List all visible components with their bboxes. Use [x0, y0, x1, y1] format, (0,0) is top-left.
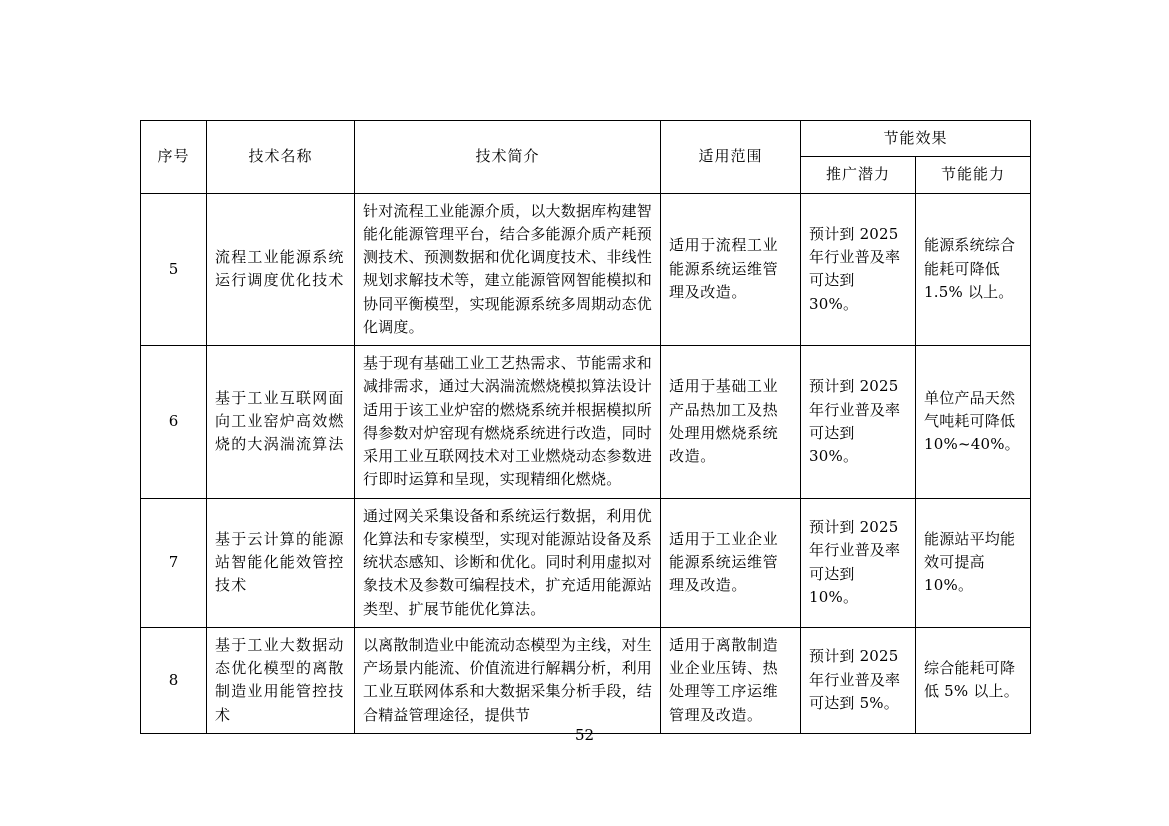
cell-desc: 通过网关采集设备和系统运行数据，利用优化算法和专家模型，实现对能源站设备及系统状态感知、诊断和优化。同时利用虚拟对象技术及参数可编程技术，扩充适用能源站类型、扩展节能优化算法。	[355, 498, 661, 627]
cell-desc: 针对流程工业能源介质，以大数据库构建智能化能源管理平台，结合多能源介质产耗预测技术、预测数据和优化调度技术、非线性规划求解技术等，建立能源管网智能模拟和协同平衡模型，实现能源系统多周期动态优化调度。	[355, 193, 661, 346]
column-header-potential: 推广潜力	[801, 157, 916, 193]
cell-scope: 适用于离散制造业企业压铸、热处理等工序运维管理及改造。	[661, 627, 801, 733]
table-row	[141, 193, 1031, 346]
column-header-scope: 适用范围	[661, 121, 801, 194]
table-header-row-1	[141, 121, 1031, 157]
technology-catalog-table-wrapper	[140, 120, 1030, 734]
cell-name: 基于工业大数据动态优化模型的离散制造业用能管控技术	[207, 627, 355, 733]
column-header-capability: 节能能力	[916, 157, 1031, 193]
cell-capability: 能源站平均能效可提高10%。	[916, 498, 1031, 627]
table-row	[141, 498, 1031, 627]
column-header-desc: 技术简介	[355, 121, 661, 194]
cell-scope: 适用于流程工业能源系统运维管理及改造。	[661, 193, 801, 346]
cell-potential: 预计到 2025 年行业普及率可达到 30%。	[801, 346, 916, 499]
cell-potential: 预计到 2025 年行业普及率可达到 5%。	[801, 627, 916, 733]
cell-name: 基于云计算的能源站智能化能效管控技术	[207, 498, 355, 627]
cell-no: 6	[141, 346, 207, 499]
cell-capability: 能源系统综合能耗可降低 1.5% 以上。	[916, 193, 1031, 346]
table-body	[141, 193, 1031, 733]
cell-scope: 适用于工业企业能源系统运维管理及改造。	[661, 498, 801, 627]
cell-desc: 以离散制造业中能流动态模型为主线，对生产场景内能流、价值流进行解耦分析，利用工业互联网体系和大数据采集分析手段，结合精益管理途径，提供节	[355, 627, 661, 733]
cell-capability: 单位产品天然气吨耗可降低10%~40%。	[916, 346, 1031, 499]
column-header-name: 技术名称	[207, 121, 355, 194]
cell-no: 5	[141, 193, 207, 346]
cell-name: 流程工业能源系统运行调度优化技术	[207, 193, 355, 346]
column-header-effect: 节能效果	[801, 121, 1031, 157]
cell-no: 7	[141, 498, 207, 627]
cell-potential: 预计到 2025 年行业普及率可达到 30%。	[801, 193, 916, 346]
column-header-no: 序号	[141, 121, 207, 194]
page-number: 52	[574, 726, 595, 744]
table-row	[141, 627, 1031, 733]
cell-no: 8	[141, 627, 207, 733]
table-header	[141, 121, 1031, 194]
technology-catalog-table	[140, 120, 1031, 734]
cell-potential: 预计到 2025 年行业普及率可达到 10%。	[801, 498, 916, 627]
cell-capability: 综合能耗可降低 5% 以上。	[916, 627, 1031, 733]
cell-name: 基于工业互联网面向工业窑炉高效燃烧的大涡湍流算法	[207, 346, 355, 499]
cell-scope: 适用于基础工业产品热加工及热处理用燃烧系统改造。	[661, 346, 801, 499]
cell-desc: 基于现有基础工业工艺热需求、节能需求和减排需求，通过大涡湍流燃烧模拟算法设计适用于该工业炉窑的燃烧系统并根据模拟所得参数对炉窑现有燃烧系统进行改造，同时采用工业互联网技术对工业燃烧动态参数进行即时运算和呈现，实现精细化燃烧。	[355, 346, 661, 499]
table-row	[141, 346, 1031, 499]
